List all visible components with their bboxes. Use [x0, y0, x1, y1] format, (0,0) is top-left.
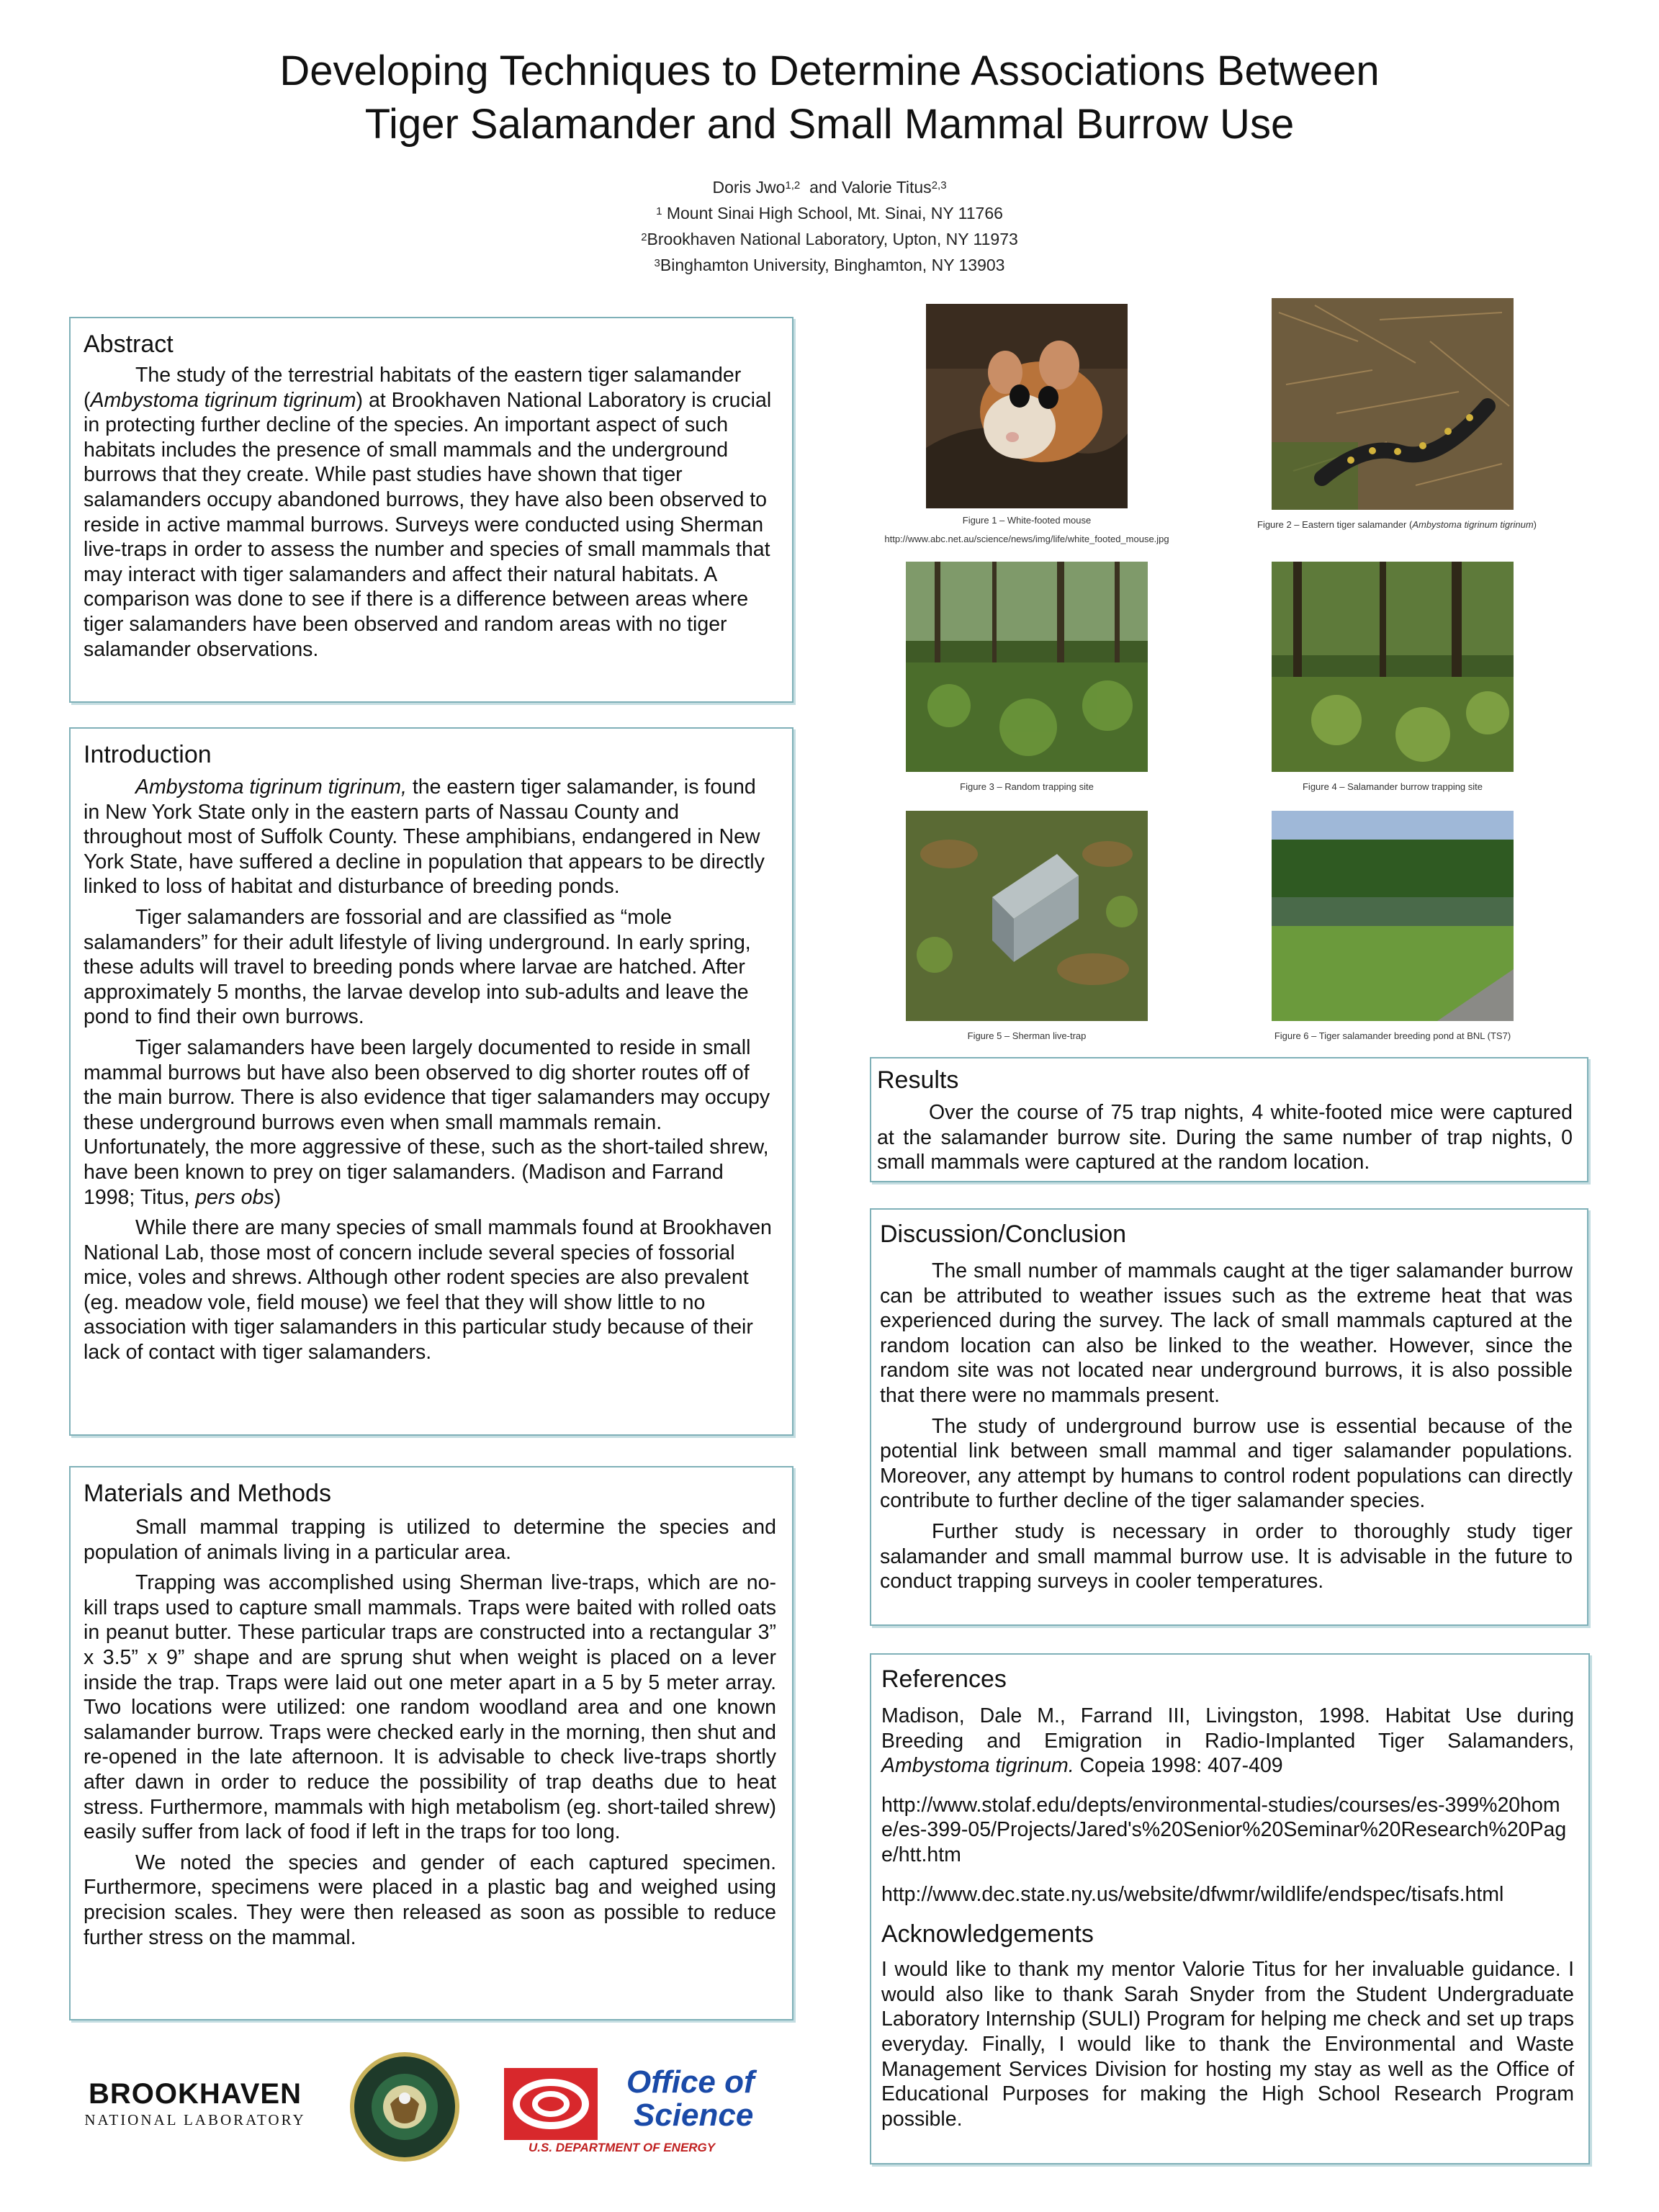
- affiliation-3: $^3$Binghamton University, Binghamton, NY 13903: [654, 256, 1005, 274]
- reference-3-url: http://www.dec.state.ny.us/website/dfwmr/wildlife/endspec/tisafs.html: [881, 1882, 1504, 1906]
- author-names: Doris Jwo$^{1,2}$ and Valorie Titus$^{2,3}$: [712, 178, 947, 197]
- office-of-science-swirl-icon: [504, 2068, 598, 2140]
- figure-3-caption: Figure 3 – Random trapping site: [960, 781, 1094, 792]
- introduction-box: [69, 727, 793, 1436]
- intro-paragraph-3: Tiger salamanders have been largely documented to reside in small mammal burrows but have also been observed to dig shorter routes off of the main burrow. There is also evidence that tiger salamanders may occupy these underground burrows even when small mammals remain. Unfortunately, the more aggressive of these, such as the short-tailed shrew, have been known to prey on tiger salamanders. (Madison and Farrand 1998; Titus, pers obs): [84, 1035, 770, 1209]
- mouse-illustration: [926, 304, 1128, 508]
- figure-1-source-url: http://www.abc.net.au/science/news/img/life/white_footed_mouse.jpg: [884, 534, 1169, 544]
- intro-paragraph-4: While there are many species of small mammals found at Brookhaven National Lab, those most of concern include several species of fossorial mice, voles and shrews. Although other rodent species are also prevalent (eg. meadow vole, field mouse) we feel that they will show little to no association with tiger salamanders in this particular study because of their lack of contact with tiger salamanders.: [84, 1216, 772, 1364]
- discussion-heading: Discussion/Conclusion: [880, 1220, 1127, 1248]
- figure-2-salamander-photo: [1272, 298, 1514, 510]
- office-of-science-logo: Office of Science U.S. DEPARTMENT OF ENERGY: [504, 2065, 785, 2159]
- reference-1: Madison, Dale M., Farrand III, Livingston, 1998. Habitat Use during Breeding and Emigration in Radio-Implanted Tiger Salamanders, Ambystoma tigrinum. Copeia 1998: 407-409: [881, 1704, 1574, 1778]
- abstract-box: [69, 317, 793, 703]
- discussion-paragraph-2: The study of underground burrow use is essential because of the potential link between small mammal and tiger salamander populations. Moreover, any attempt by humans to control rodent populations can directly contribute to further decline of the tiger salamander species.: [880, 1414, 1573, 1513]
- references-box: [870, 1653, 1590, 2164]
- figure-1-caption: Figure 1 – White-footed mouse http://www.abc.net.au/science/news/img/life/white_footed_mouse.jpg: [861, 514, 1192, 546]
- discussion-paragraph-1: The small number of mammals caught at the tiger salamander burrow can be attributed to weather issues such as the extreme heat that was experienced during the survey. The lack of small mammals captured at the random location can also be linked to the weather. However, since the random site was not located near underground burrows, it is also possible that there were no mammals present.: [880, 1259, 1573, 1407]
- trap-illustration: [906, 811, 1148, 1021]
- abstract-heading: Abstract: [84, 331, 174, 358]
- methods-paragraph-3: We noted the species and gender of each captured specimen. Furthermore, specimens were placed in a plastic bag and weighed using precision scales. They were then released as soon as possible to reduce further stress on the mammal.: [84, 1851, 776, 1949]
- forest-illustration-1: [906, 562, 1148, 772]
- figure-1-mouse-photo: [926, 304, 1128, 508]
- affiliation-2: $^2$Brookhaven National Laboratory, Upton, NY 11973: [641, 230, 1018, 248]
- abstract-text: The study of the terrestrial habitats of the eastern tiger salamander (Ambystoma tigrinum tigrinum) at Brookhaven National Laboratory is crucial in protecting further decline of the species. An important aspect of such habitats includes the presence of small mammals and the underground burrows that they create. While past studies have shown that tiger salamanders occupy abandoned burrows, they have also been observed to reside in active mammal burrows. Surveys were conducted using Sherman live-traps in order to assess the number and species of small mammals that may interact with tiger salamanders and affect their natural habitats. A comparison was done to see if there is a difference between areas where tiger salamanders have been observed and random areas with no tiger salamander observations.: [84, 364, 772, 661]
- discussion-paragraph-3: Further study is necessary in order to thoroughly study tiger salamander and small mammal burrow use. It is advisable in the future to conduct trapping surveys in cooler temperatures.: [880, 1519, 1573, 1593]
- figure-5-sherman-trap-photo: [906, 811, 1148, 1021]
- methods-paragraph-2: Trapping was accomplished using Sherman live-traps, which are no-kill traps used to capture small mammals. Traps were baited with rolled oats in peanut butter. These particular traps are constructed into a rectangular 3” x 3.5” x 9” shape and are sprung shut when weight is placed on a lever inside the trap. Traps were laid out one meter apart in a 5 by 5 meter array. Two locations were utilized: one random woodland area and one known salamander burrow. Traps were checked early in the morning, then shut and re-opened in the late afternoon. It is advisable to check live-traps shortly after dawn in order to reduce the possibility of trap deaths due to heat stress. Furthermore, mammals with high metabolism (eg. short-tailed shrew) easily suffer from lack of food if left in the traps for too long.: [84, 1571, 776, 1844]
- poster-title: [0, 45, 1659, 151]
- introduction-heading: Introduction: [84, 741, 212, 768]
- methods-heading: Materials and Methods: [84, 1480, 331, 1507]
- intro-paragraph-1: Ambystoma tigrinum tigrinum, the eastern tiger salamander, is found in New York State only in the eastern parts of Nassau County and throughout most of Suffolk County. These amphibians, endangered in New York State, have suffered a decline in population that appears to be directly linked to loss of habitat and disturbance of breeding ponds.: [84, 775, 765, 899]
- doe-seal-icon: [349, 2051, 461, 2163]
- methods-box: [69, 1466, 793, 2020]
- pond-illustration: [1272, 811, 1514, 1021]
- results-text: Over the course of 75 trap nights, 4 white-footed mice were captured at the salamander burrow site. During the same number of trap nights, 0 small mammals were captured at the random location.: [877, 1101, 1573, 1174]
- methods-paragraph-1: Small mammal trapping is utilized to determine the species and population of animals living in a particular area.: [84, 1516, 776, 1564]
- title-line-2: Tiger Salamander and Small Mammal Burrow Use: [364, 101, 1295, 148]
- acknowledgements-heading: Acknowledgements: [881, 1920, 1094, 1948]
- author-block: [0, 174, 1659, 278]
- results-box: [870, 1057, 1588, 1182]
- figure-4-caption: Figure 4 – Salamander burrow trapping site: [1302, 781, 1483, 792]
- salamander-illustration: [1272, 298, 1514, 510]
- acknowledgements-text: I would like to thank my mentor Valorie Titus for her invaluable guidance. I would also like to thank Sarah Snyder from the Student Undergraduate Laboratory Internship (SULI) Program for helping me check and set up traps everyday. Finally, I would like to thank the Environmental and Waste Management Services Division for hosting my stay as well as the Office of Educational Purposes for making the High School Research Program possible.: [881, 1958, 1574, 2131]
- figure-6-caption: Figure 6 – Tiger salamander breeding pond at BNL (TS7): [1274, 1030, 1511, 1041]
- figure-2-caption: Figure 2 – Eastern tiger salamander (Ambystoma tigrinum tigrinum): [1257, 519, 1537, 530]
- references-heading: References: [881, 1665, 1007, 1693]
- brookhaven-logo: BROOKHAVEN NATIONAL LABORATORY: [84, 2078, 306, 2128]
- figure-4-burrow-site-photo: [1272, 562, 1514, 772]
- intro-paragraph-2: Tiger salamanders are fossorial and are classified as “mole salamanders” for their adult lifestyle of living underground. In early spring, these adults will travel to breeding ponds where larvae are hatched. After approximately 5 months, the larvae develop into sub-adults and leave the pond to find their own burrows.: [84, 905, 751, 1029]
- doe-seal: [349, 2051, 461, 2163]
- affiliation-1: $^1$ Mount Sinai High School, Mt. Sinai, NY 11766: [656, 204, 1003, 222]
- results-heading: Results: [877, 1066, 959, 1094]
- reference-2-url: http://www.stolaf.edu/depts/environmental-studies/courses/es-399%20home/es-399-05/Projects/Jared's%20Senior%20Seminar%20Research%20Page/htt.htm: [881, 1793, 1567, 1866]
- discussion-box: [870, 1208, 1588, 1626]
- forest-illustration-2: [1272, 562, 1514, 772]
- figure-3-random-site-photo: [906, 562, 1148, 772]
- figure-5-caption: Figure 5 – Sherman live-trap: [967, 1030, 1087, 1041]
- figure-6-breeding-pond-photo: [1272, 811, 1514, 1021]
- title-line-1: Developing Techniques to Determine Associations Between: [279, 48, 1380, 94]
